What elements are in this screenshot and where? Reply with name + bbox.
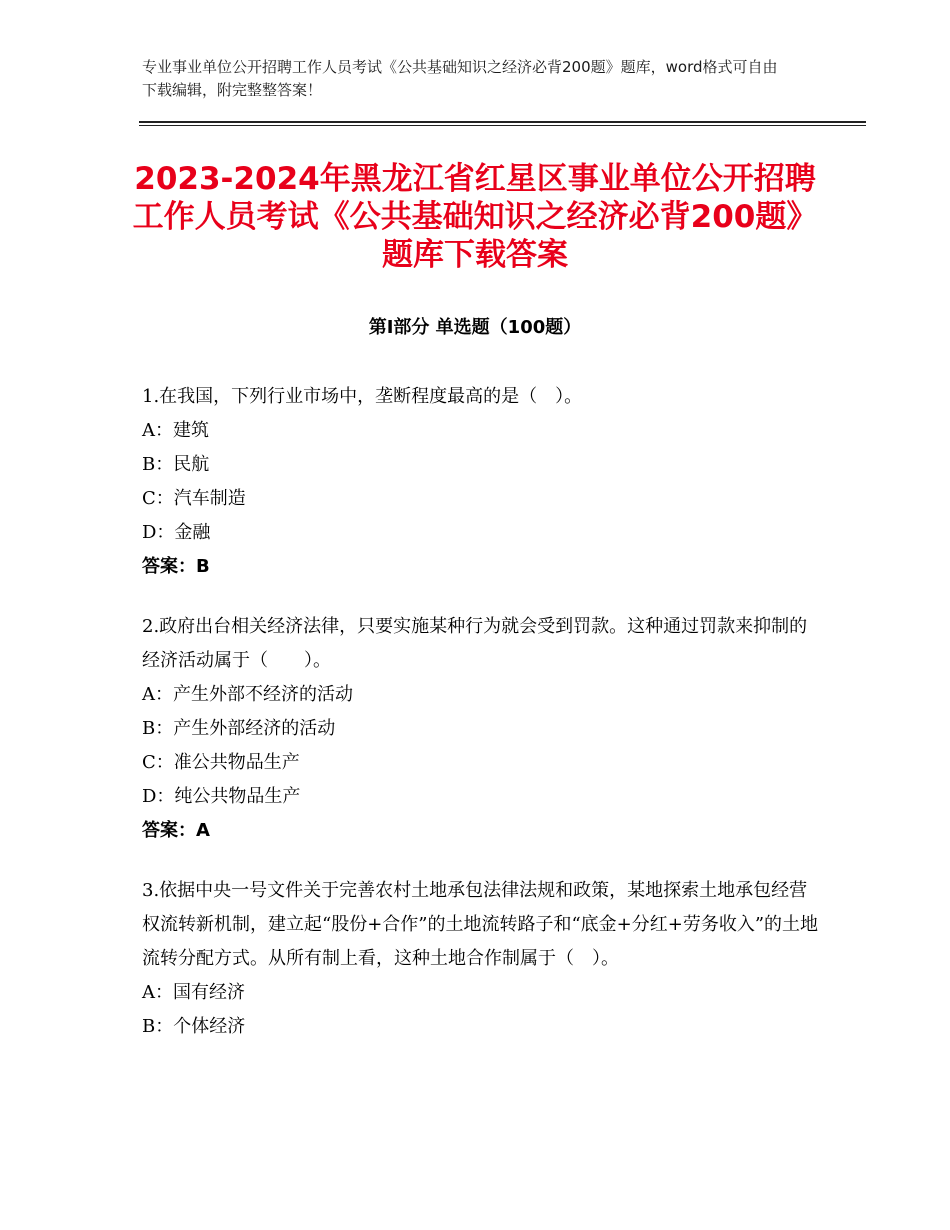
question-list: [142, 380, 822, 1070]
option-c: C：汽车制造: [142, 488, 246, 509]
option-d: D：金融: [142, 522, 211, 543]
question-3: [142, 874, 822, 1044]
question-2: [142, 610, 822, 848]
answer: 答案：A: [142, 820, 210, 841]
header-rule-thin: [139, 125, 866, 126]
option-b: B：民航: [142, 454, 210, 475]
option-b: B：产生外部经济的活动: [142, 718, 336, 739]
option-c: C：准公共物品生产: [142, 752, 300, 773]
option-a: A：建筑: [142, 420, 209, 441]
question-stem: 3.依据中央一号文件关于完善农村土地承包法律法规和政策，某地探索土地承包经营权流转新机制，建立起“股份+合作”的土地流转路子和“底金+分红+劳务收入”的土地流转分配方式。从所有制上看，这种土地合作制属于（ ）。: [142, 880, 819, 969]
document-title: 2023-2024年黑龙江省红星区事业单位公开招聘工作人员考试《公共基础知识之经济必背200题》题库下载答案: [132, 161, 818, 273]
header-note: 专业事业单位公开招聘工作人员考试《公共基础知识之经济必背200题》题库，word格式可自由下载编辑，附完整整答案！: [142, 58, 778, 99]
question-stem: 2.政府出台相关经济法律，只要实施某种行为就会受到罚款。这种通过罚款来抑制的经济活动属于（ ）。: [142, 616, 808, 671]
section-title: 第Ⅰ部分 单选题（100题）: [368, 317, 582, 338]
option-a: A：国有经济: [142, 982, 245, 1003]
option-d: D：纯公共物品生产: [142, 786, 301, 807]
header-rule-thick: [139, 121, 866, 123]
question-stem: 1.在我国，下列行业市场中，垄断程度最高的是（ ）。: [142, 386, 583, 407]
answer: 答案：B: [142, 556, 210, 577]
option-b: B：个体经济: [142, 1016, 246, 1037]
question-1: [142, 380, 822, 584]
option-a: A：产生外部不经济的活动: [142, 684, 353, 705]
